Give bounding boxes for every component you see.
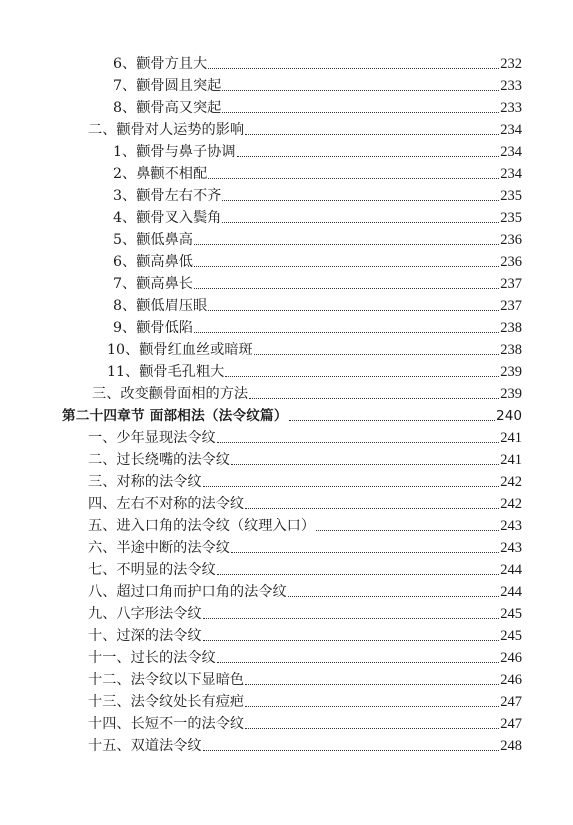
- toc-entry-label: 十五、双道法令纹: [88, 738, 202, 754]
- toc-entry-page: 232: [500, 56, 522, 72]
- toc-entry-page: 246: [500, 650, 522, 666]
- toc-entry[interactable]: [88, 736, 522, 756]
- toc-entry[interactable]: [113, 208, 522, 228]
- toc-entry[interactable]: [113, 142, 522, 162]
- toc-entry[interactable]: [88, 692, 522, 712]
- toc-entry-page: 235: [500, 188, 522, 204]
- toc-entry-page: 234: [500, 166, 522, 182]
- toc-entry-page: 244: [500, 584, 522, 600]
- dot-leader: [316, 530, 499, 531]
- toc-entry[interactable]: [113, 54, 522, 74]
- toc-entry-page: 237: [500, 298, 522, 314]
- toc-entry[interactable]: [88, 428, 522, 448]
- toc-entry-label: 7、颧骨圆且突起: [113, 78, 222, 94]
- toc-entry[interactable]: [113, 164, 522, 184]
- toc-entry[interactable]: [113, 186, 522, 206]
- toc-entry-page: 241: [500, 452, 522, 468]
- toc-entry-page: 238: [500, 342, 522, 358]
- dot-leader: [288, 596, 500, 597]
- toc-entry[interactable]: [88, 626, 522, 646]
- toc-entry-page: 241: [500, 430, 522, 446]
- dot-leader: [208, 178, 499, 179]
- dot-leader: [194, 288, 499, 289]
- toc-entry-page: 239: [500, 364, 522, 380]
- toc-entry-label: 6、颧高鼻低: [113, 254, 193, 270]
- toc-entry-label: 3、颧骨左右不齐: [113, 188, 222, 204]
- toc-entry-page: 246: [500, 672, 522, 688]
- dot-leader: [217, 662, 500, 663]
- toc-entry-label: 十四、长短不一的法令纹: [88, 716, 245, 732]
- toc-entry[interactable]: [88, 670, 522, 690]
- toc-entry[interactable]: [88, 648, 522, 668]
- dot-leader: [245, 508, 499, 509]
- dot-leader: [245, 728, 499, 729]
- dot-leader: [222, 90, 499, 91]
- dot-leader: [245, 134, 499, 135]
- toc-entry-page: 234: [500, 144, 522, 160]
- toc-entry[interactable]: [113, 296, 522, 316]
- toc-entry-label: 五、进入口角的法令纹（纹理入口）: [88, 518, 316, 534]
- toc-entry-page: 247: [500, 694, 522, 710]
- toc-entry-label: 8、颧低眉压眼: [113, 298, 208, 314]
- toc-entry-page: 245: [500, 628, 522, 644]
- toc-entry-label: 二、颧骨对人运势的影响: [88, 122, 245, 138]
- toc-entry-page: 235: [500, 210, 522, 226]
- toc-entry[interactable]: [88, 494, 522, 514]
- toc-entry-label: 七、不明显的法令纹: [88, 562, 216, 578]
- dot-leader: [222, 222, 499, 223]
- toc-entry[interactable]: [88, 538, 522, 558]
- toc-entry[interactable]: [113, 98, 522, 118]
- toc-chapter-page: 240: [496, 408, 522, 424]
- toc-chapter-heading[interactable]: [62, 406, 522, 426]
- toc-entry-label: 四、左右不对称的法令纹: [88, 496, 245, 512]
- toc-entry[interactable]: [88, 516, 522, 536]
- toc-entry[interactable]: [92, 384, 522, 404]
- toc-entry[interactable]: [88, 560, 522, 580]
- toc-entry-label: 二、过长绕嘴的法令纹: [88, 452, 230, 468]
- dot-leader: [231, 552, 499, 553]
- toc-entry-page: 244: [500, 562, 522, 578]
- toc-entry-label: 11、颧骨毛孔粗大: [107, 364, 225, 380]
- toc-entry-page: 242: [500, 496, 522, 512]
- dot-leader: [225, 376, 499, 377]
- toc-entry-label: 三、对称的法令纹: [88, 474, 202, 490]
- toc-entry-label: 三、改变颧骨面相的方法: [92, 386, 249, 402]
- dot-leader: [194, 244, 499, 245]
- dot-leader: [217, 574, 500, 575]
- toc-entry[interactable]: [113, 318, 522, 338]
- dot-leader: [245, 684, 499, 685]
- toc-entry-label: 十二、法令纹以下显暗色: [88, 672, 245, 688]
- toc-entry-label: 10、颧骨红血丝或暗斑: [107, 342, 253, 358]
- toc-entry-page: 238: [500, 320, 522, 336]
- dot-leader: [237, 156, 500, 157]
- toc-entry-page: 234: [500, 122, 522, 138]
- toc-entry-page: 243: [500, 518, 522, 534]
- dot-leader: [194, 266, 499, 267]
- dot-leader: [208, 68, 499, 69]
- dot-leader: [222, 112, 499, 113]
- toc-entry-label: 4、颧骨叉入鬓角: [113, 210, 222, 226]
- toc-entry-label: 一、少年显现法令纹: [88, 430, 216, 446]
- dot-leader: [208, 310, 499, 311]
- toc-entry-label: 九、八字形法令纹: [88, 606, 202, 622]
- dot-leader: [203, 618, 500, 619]
- toc-entry-page: 242: [500, 474, 522, 490]
- dot-leader: [203, 750, 500, 751]
- toc-entry-label: 六、半途中断的法令纹: [88, 540, 230, 556]
- toc-entry-label: 7、颧高鼻长: [113, 276, 193, 292]
- dot-leader: [194, 332, 499, 333]
- toc-entry-label: 十三、法令纹处长有痘疤: [88, 694, 245, 710]
- toc-entry[interactable]: [113, 230, 522, 250]
- toc-entry-page: 236: [500, 254, 522, 270]
- toc-entry[interactable]: [88, 714, 522, 734]
- toc-entry-label: 8、颧骨高又突起: [113, 100, 222, 116]
- toc-entry-label: 6、颧骨方且大: [113, 56, 208, 72]
- toc-entry-page: 237: [500, 276, 522, 292]
- toc-entry-page: 233: [500, 78, 522, 94]
- toc-entry-label: 1、颧骨与鼻子协调: [113, 144, 236, 160]
- toc-entry-label: 十一、过长的法令纹: [88, 650, 216, 666]
- toc-entry[interactable]: [88, 450, 522, 470]
- toc-entry-label: 9、颧骨低陷: [113, 320, 193, 336]
- toc-entry[interactable]: [107, 362, 522, 382]
- toc-entry[interactable]: [107, 340, 522, 360]
- toc-entry[interactable]: [88, 472, 522, 492]
- dot-leader: [249, 398, 499, 399]
- toc-entry-page: 247: [500, 716, 522, 732]
- dot-leader: [289, 420, 495, 421]
- toc-entry[interactable]: [113, 76, 522, 96]
- toc-entry-label: 2、鼻颧不相配: [113, 166, 208, 182]
- toc-entry-page: 245: [500, 606, 522, 622]
- toc-chapter-label: 第二十四章节 面部相法（法令纹篇）: [62, 408, 288, 424]
- toc-entry-label: 5、颧低鼻高: [113, 232, 193, 248]
- toc-entry[interactable]: [113, 252, 522, 272]
- toc-entry-page: 239: [500, 386, 522, 402]
- toc-entry-page: 233: [500, 100, 522, 116]
- toc-entry-page: 248: [500, 738, 522, 754]
- dot-leader: [203, 640, 500, 641]
- dot-leader: [217, 442, 500, 443]
- dot-leader: [222, 200, 499, 201]
- toc-entry-label: 八、超过口角而护口角的法令纹: [88, 584, 287, 600]
- toc-entry[interactable]: [88, 120, 522, 140]
- dot-leader: [254, 354, 500, 355]
- toc-entry-page: 243: [500, 540, 522, 556]
- toc-entry-page: 236: [500, 232, 522, 248]
- dot-leader: [231, 464, 499, 465]
- toc-entry[interactable]: [88, 582, 522, 602]
- toc-entry-label: 十、过深的法令纹: [88, 628, 202, 644]
- dot-leader: [203, 486, 500, 487]
- toc-entry[interactable]: [113, 274, 522, 294]
- toc-entry[interactable]: [88, 604, 522, 624]
- dot-leader: [245, 706, 499, 707]
